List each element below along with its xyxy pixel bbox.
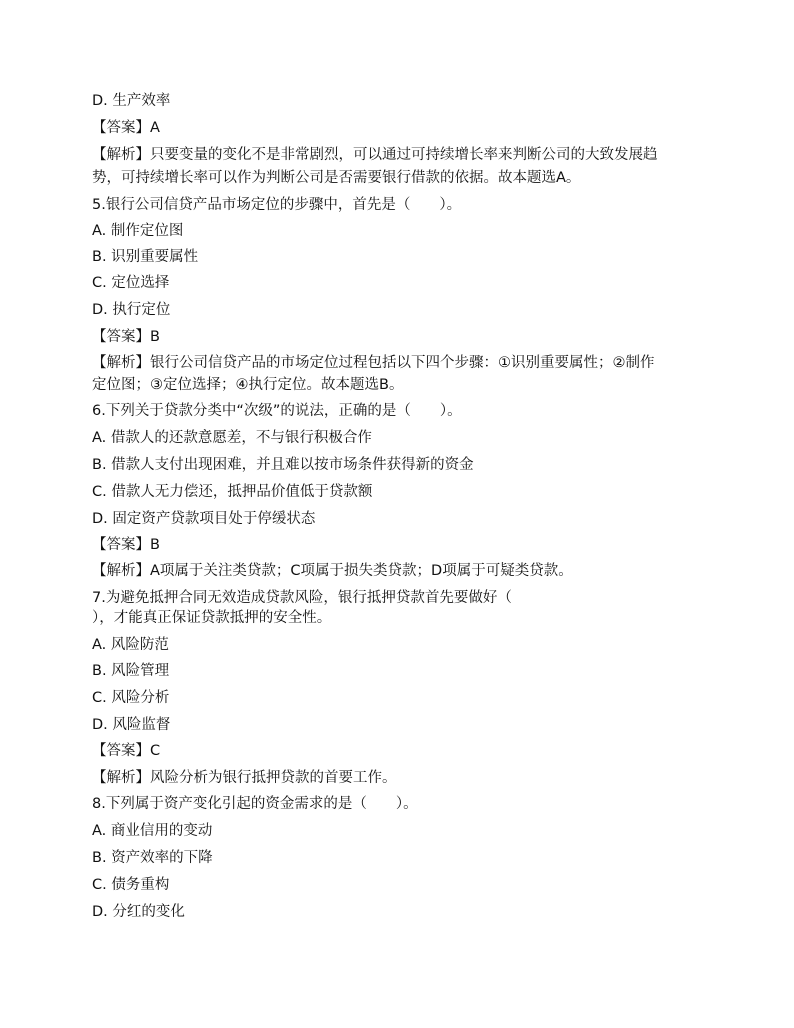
option-c-q5: C. 定位选择 bbox=[92, 275, 170, 291]
answer-q4: 【答案】A bbox=[92, 120, 160, 136]
option-d-q8: D. 分红的变化 bbox=[92, 904, 185, 920]
option-d-q7: D. 风险监督 bbox=[92, 717, 171, 733]
option-b-q7: B. 风险管理 bbox=[92, 663, 170, 679]
question-7-line2: ），才能真正保证贷款抵押的安全性。 bbox=[92, 610, 332, 626]
answer-q6: 【答案】B bbox=[92, 537, 160, 553]
option-a-q7: A. 风险防范 bbox=[92, 637, 169, 653]
option-d-q5: D. 执行定位 bbox=[92, 302, 171, 318]
option-c-q6: C. 借款人无力偿还，抵押品价值低于贷款额 bbox=[92, 484, 373, 500]
option-c-q8: C. 债务重构 bbox=[92, 877, 170, 893]
option-b-q8: B. 资产效率的下降 bbox=[92, 850, 213, 866]
question-6: 6.下列关于贷款分类中“次级”的说法，正确的是（ ）。 bbox=[92, 403, 462, 419]
option-a-q5: A. 制作定位图 bbox=[92, 223, 184, 239]
option-b-q5: B. 识别重要属性 bbox=[92, 249, 199, 265]
explanation-q6: 【解析】A项属于关注类贷款；C项属于损失类贷款；D项属于可疑类贷款。 bbox=[92, 563, 573, 579]
explanation-q5-line1: 【解析】银行公司信贷产品的市场定位过程包括以下四个步骤：①识别重要属性；②制作 bbox=[92, 355, 655, 371]
answer-q5: 【答案】B bbox=[92, 329, 160, 345]
option-a-q6: A. 借款人的还款意愿差，不与银行积极合作 bbox=[92, 430, 372, 446]
explanation-q4-line1: 【解析】只要变量的变化不是非常剧烈，可以通过可持续增长率来判断公司的大致发展趋 bbox=[92, 147, 658, 163]
answer-q7: 【答案】C bbox=[92, 743, 161, 759]
option-d-q6: D. 固定资产贷款项目处于停缓状态 bbox=[92, 511, 316, 527]
explanation-q7: 【解析】风险分析为银行抵押贷款的首要工作。 bbox=[92, 770, 397, 786]
option-c-q7: C. 风险分析 bbox=[92, 690, 170, 706]
option-d-q4: D. 生产效率 bbox=[92, 93, 171, 109]
question-7-line1: 7.为避免抵押合同无效造成贷款风险，银行抵押贷款首先要做好（ bbox=[92, 590, 512, 606]
explanation-q5-line2: 定位图；③定位选择；④执行定位。故本题选B。 bbox=[92, 377, 404, 393]
question-5: 5.银行公司信贷产品市场定位的步骤中，首先是（ ）。 bbox=[92, 197, 462, 213]
explanation-q4-line2: 势，可持续增长率可以作为判断公司是否需要银行借款的依据。故本题选A。 bbox=[92, 170, 581, 186]
option-b-q6: B. 借款人支付出现困难，并且难以按市场条件获得新的资金 bbox=[92, 457, 474, 473]
question-8: 8.下列属于资产变化引起的资金需求的是（ ）。 bbox=[92, 796, 418, 812]
option-a-q8: A. 商业信用的变动 bbox=[92, 823, 213, 839]
